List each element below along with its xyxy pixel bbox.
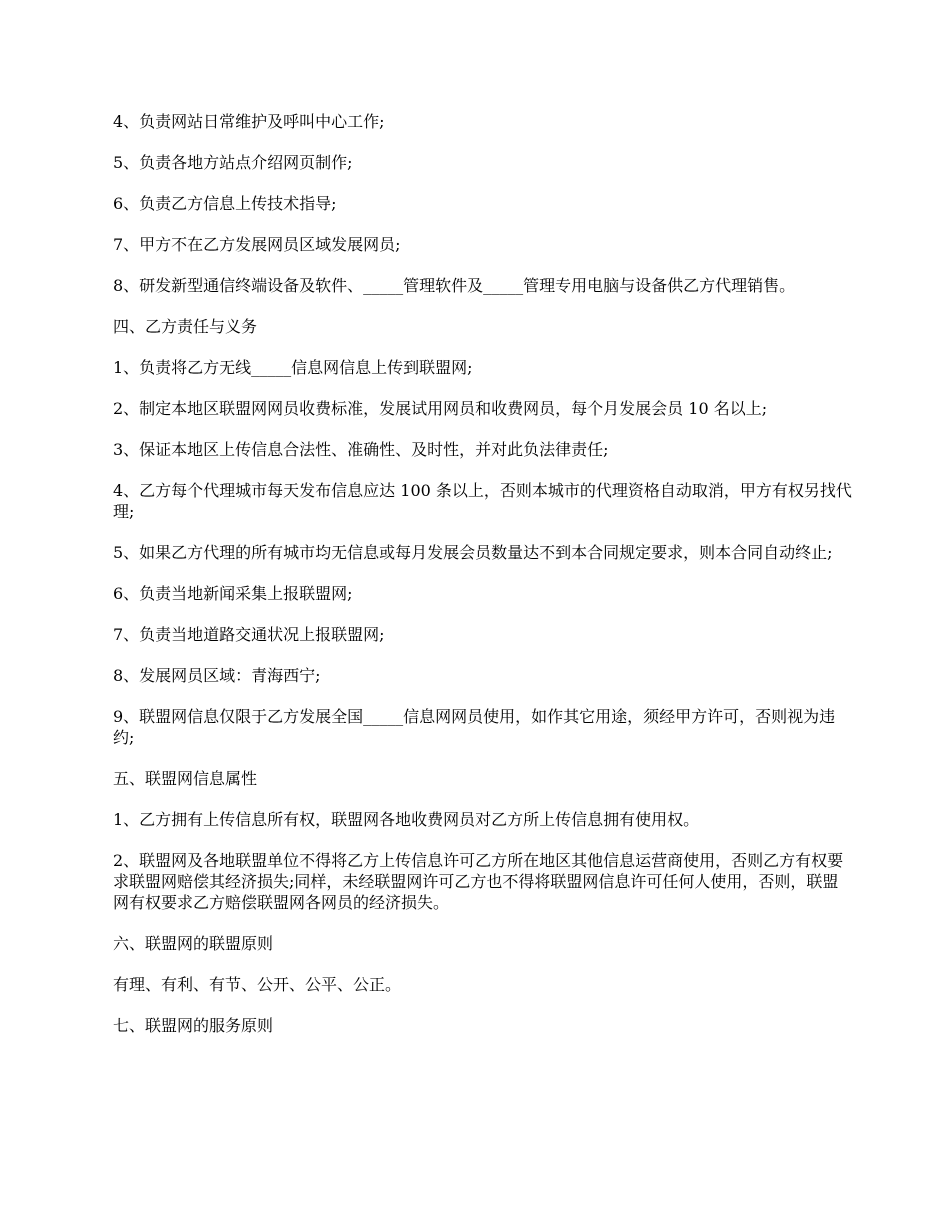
party-b-clause-3: 3、保证本地区上传信息合法性、准确性、及时性，并对此负法律责任;: [113, 440, 609, 459]
section-heading-4: 四、乙方责任与义务: [113, 317, 258, 336]
alliance-principles-text: 有理、有利、有节、公开、公平、公正。: [113, 975, 402, 994]
clause-4-maintenance: 4、负责网站日常维护及呼叫中心工作;: [113, 112, 385, 131]
clause-6-upload-guidance: 6、负责乙方信息上传技术指导;: [113, 194, 337, 213]
party-b-clause-5: 5、如果乙方代理的所有城市均无信息或每月发展会员数量达不到本合同规定要求，则本合同自动终止;: [113, 543, 833, 562]
info-attribute-clause-2: 2、联盟网及各地联盟单位不得将乙方上传信息许可乙方所在地区其他信息运营商使用，否则乙方有权要求联盟网赔偿其经济损失;同样，未经联盟网许可乙方也不得将联盟网信息许可任何人使用，否则，联盟网有权要求乙方赔偿联盟网各网员的经济损失。: [113, 851, 844, 912]
party-b-clause-7: 7、负责当地道路交通状况上报联盟网;: [113, 625, 385, 644]
party-b-clause-2: 2、制定本地区联盟网网员收费标准，发展试用网员和收费网员，每个月发展会员 10 名以上;: [113, 399, 768, 418]
clause-7-member-region: 7、甲方不在乙方发展网员区域发展网员;: [113, 235, 401, 254]
party-b-clause-4: 4、乙方每个代理城市每天发布信息应达 100 条以上，否则本城市的代理资格自动取消，甲方有权另找代理;: [113, 481, 852, 521]
party-b-clause-8: 8、发展网员区域：青海西宁;: [113, 666, 321, 685]
clause-8-research: 8、研发新型通信终端设备及软件、_____管理软件及_____管理专用电脑与设备供乙方代理销售。: [113, 276, 796, 295]
section-heading-5: 五、联盟网信息属性: [113, 769, 258, 788]
party-b-clause-6: 6、负责当地新闻采集上报联盟网;: [113, 584, 353, 603]
section-heading-7: 七、联盟网的服务原则: [113, 1016, 274, 1035]
document-body: [113, 111, 853, 1056]
info-attribute-clause-1: 1、乙方拥有上传信息所有权，联盟网各地收费网员对乙方所上传信息拥有使用权。: [113, 810, 700, 829]
clause-5-site-pages: 5、负责各地方站点介绍网页制作;: [113, 153, 353, 172]
section-heading-6: 六、联盟网的联盟原则: [113, 934, 274, 953]
party-b-clause-1: 1、负责将乙方无线_____信息网信息上传到联盟网;: [113, 358, 473, 377]
party-b-clause-9: 9、联盟网信息仅限于乙方发展全国_____信息网网员使用，如作其它用途，须经甲方许可，否则视为违约;: [113, 707, 836, 747]
